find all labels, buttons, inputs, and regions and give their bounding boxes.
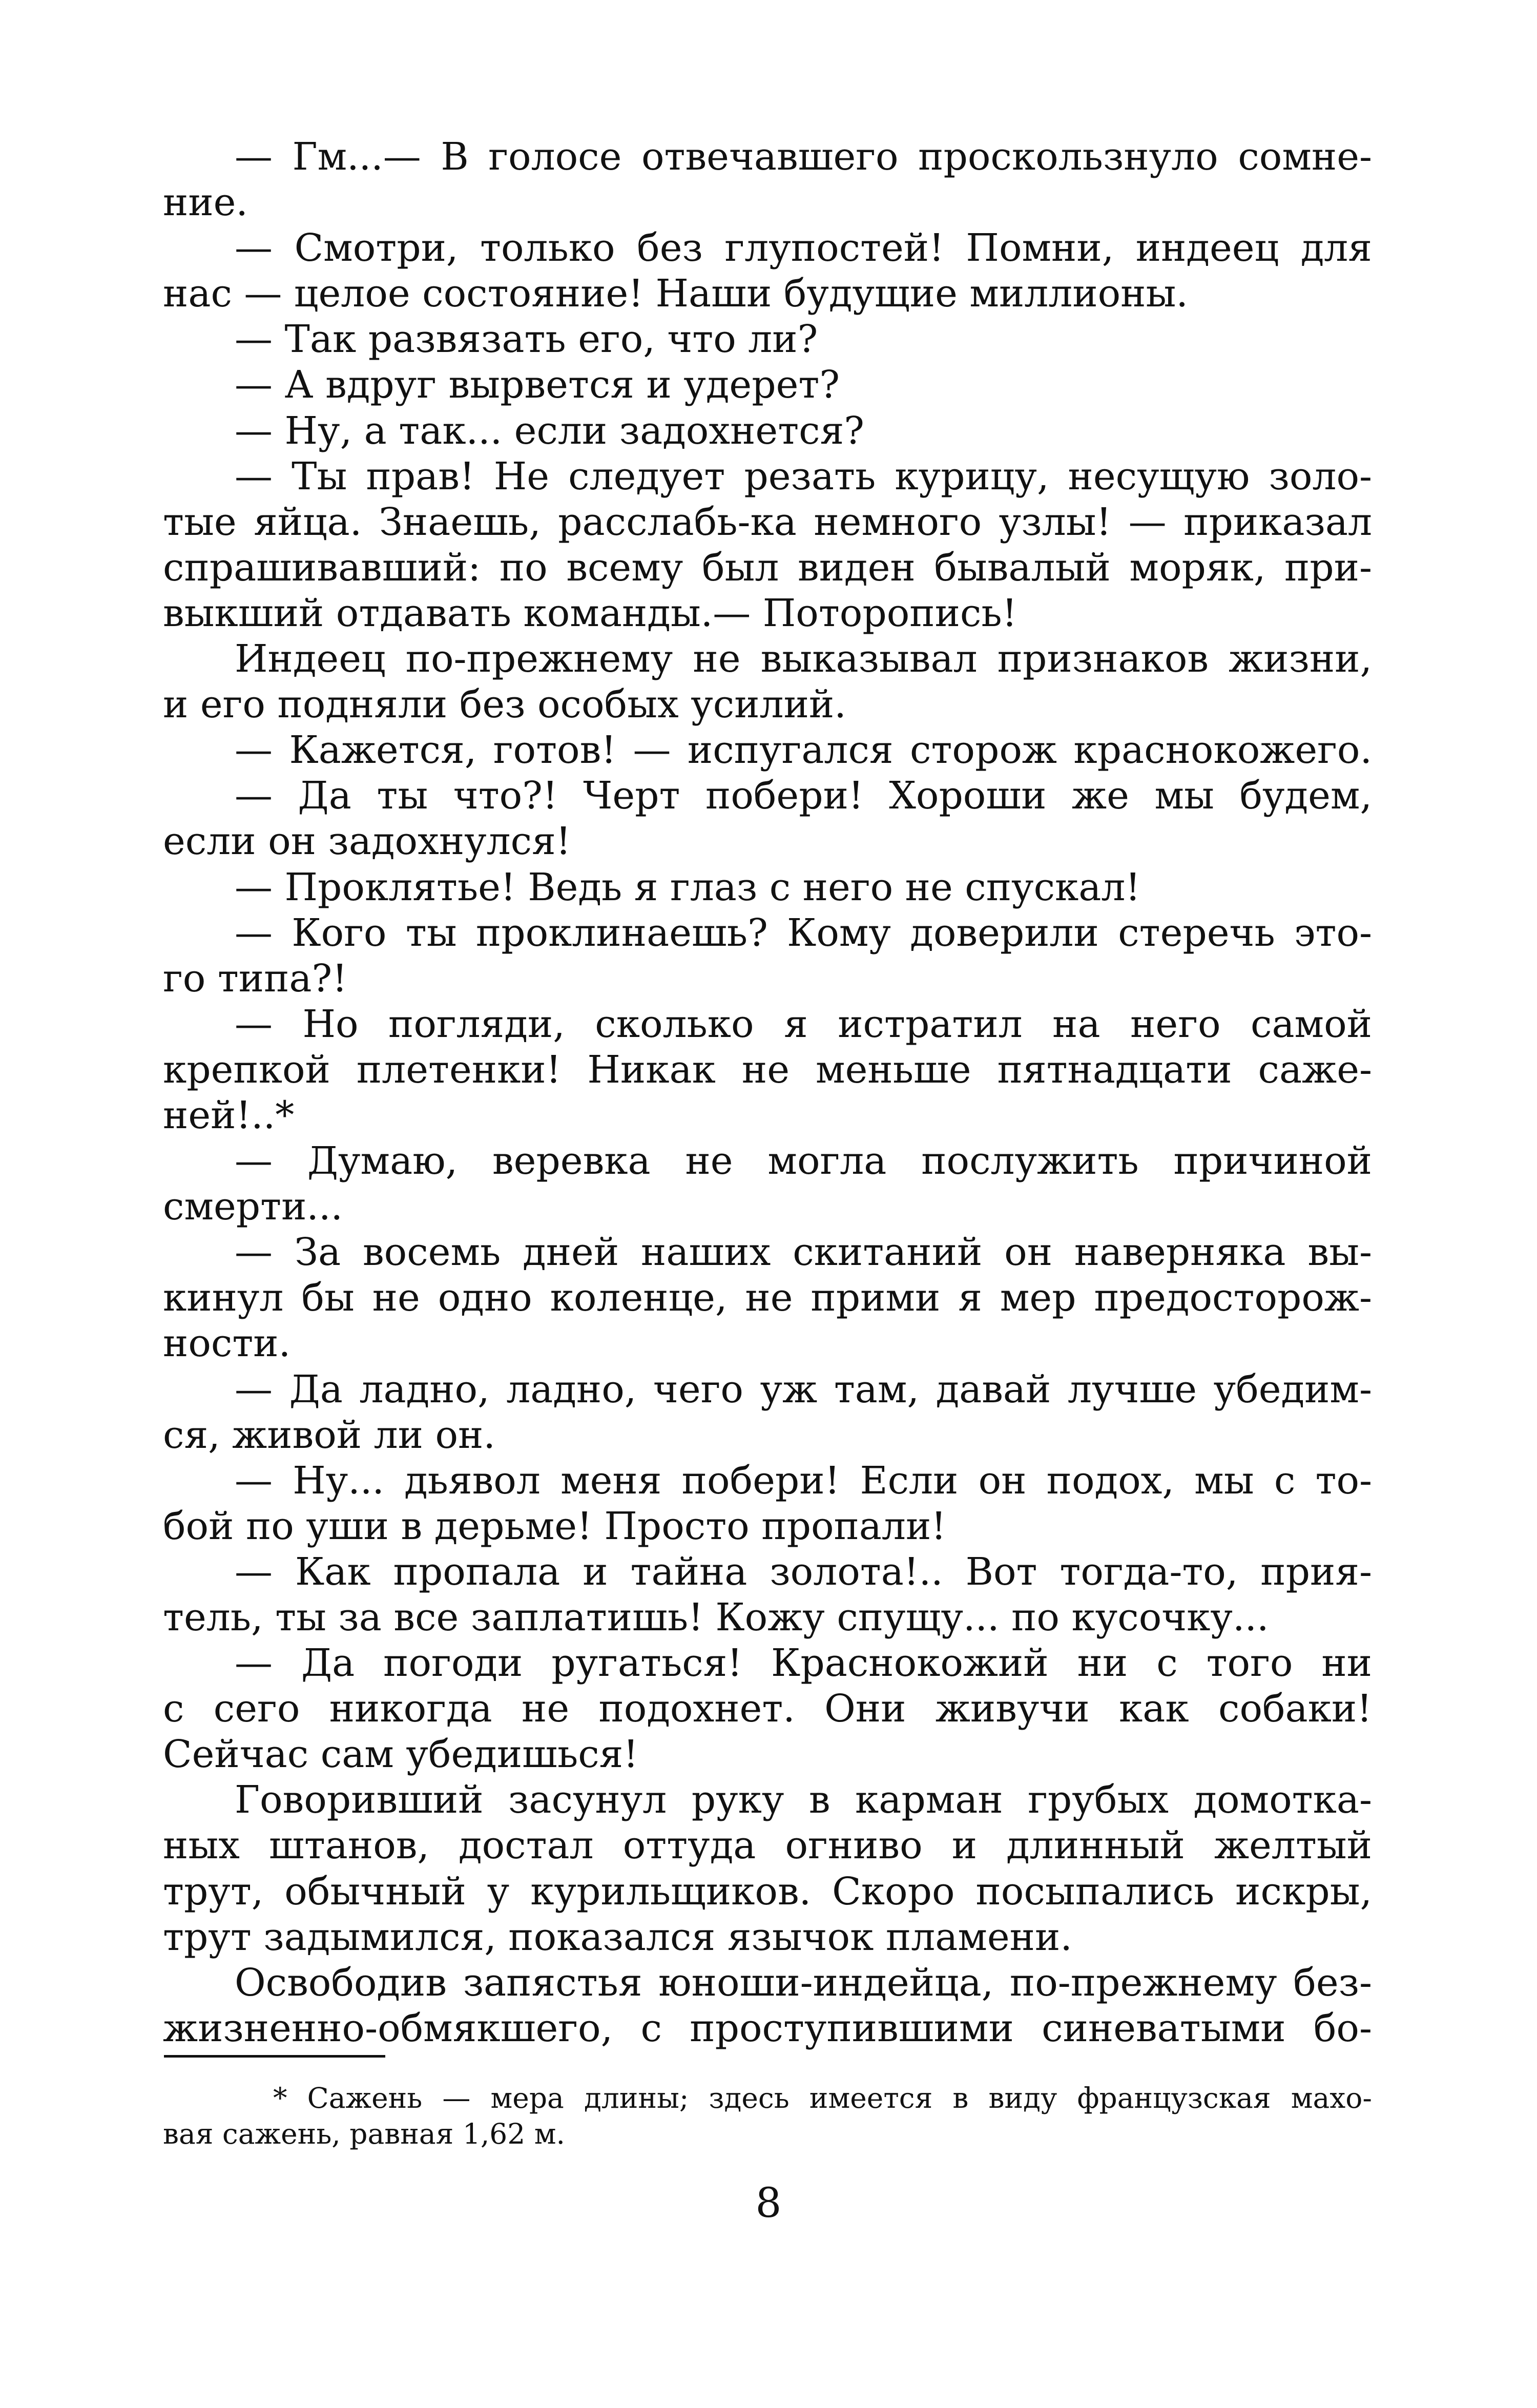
text-line: кинул бы не одно коленце, не прими я мер предосторож- (163, 1276, 1372, 1320)
text-line: с сего никогда не подохнет. Они живучи как собаки! (163, 1687, 1372, 1731)
text-line: — Гм...— В голосе отвечавшего проскользнуло сомне- (235, 135, 1372, 179)
text-line: — Ну... дьявол меня побери! Если он подох, мы с то- (235, 1458, 1372, 1503)
text-line: трут задымился, показался язычок пламени. (163, 1915, 1072, 1959)
text-line: Освободив запястья юноши-индейца, по-прежнему без- (235, 1960, 1372, 2005)
text-line: — Думаю, веревка не могла послужить причиной (235, 1139, 1372, 1184)
text-line: — Да ты что?! Черт побери! Хороши же мы будем, (235, 774, 1372, 818)
text-line: нас — целое состояние! Наши будущие миллионы. (163, 272, 1188, 316)
text-line: ных штанов, достал оттуда огниво и длинный желтый (163, 1823, 1372, 1868)
text-line: — Проклятье! Ведь я глаз с него не спускал! (235, 865, 1141, 909)
text-line: спрашивавший: по всему был виден бывалый моряк, при- (163, 545, 1372, 590)
text-line: — Кого ты проклинаешь? Кому доверили стеречь это- (235, 910, 1372, 955)
text-line: — Так развязать его, что ли? (235, 317, 818, 362)
text-line: ние. (163, 180, 248, 225)
text-line: — Ты прав! Не следует резать курицу, несущую золо- (235, 454, 1372, 499)
text-line: тель, ты за все заплатишь! Кожу спущу... по кусочку... (163, 1595, 1269, 1639)
text-line: тые яйца. Знаешь, расслабь-ка немного узлы! — приказал (163, 500, 1372, 544)
text-line: — А вдруг вырвется и удерет? (235, 363, 840, 407)
text-line: выкший отдавать команды.— Поторопись! (163, 591, 1017, 635)
text-line: ся, живой ли он. (163, 1413, 495, 1457)
footnote-line: вая сажень, равная 1,62 м. (163, 2118, 566, 2150)
footnote-separator (164, 2055, 385, 2058)
page-number: 8 (755, 2179, 782, 2227)
text-line: Индеец по-прежнему не выказывал признаков жизни, (235, 637, 1372, 681)
footnote-line: * Сажень — мера длины; здесь имеется в виду французская махо- (273, 2082, 1372, 2114)
text-line: жизненно-обмякшего, с проступившими синеватыми бо- (163, 2006, 1372, 2050)
text-line: если он задохнулся! (163, 819, 571, 864)
text-line: крепкой плетенки! Никак не меньше пятнадцати саже- (163, 1047, 1372, 1092)
text-line: и его подняли без особых усилий. (163, 682, 846, 727)
text-line: Говоривший засунул руку в карман грубых домотка- (235, 1778, 1372, 1822)
text-line: го типа?! (163, 956, 347, 1001)
text-line: — Да погоди ругаться! Краснокожий ни с того ни (235, 1641, 1372, 1686)
text-line: — Как пропала и тайна золота!.. Вот тогда-то, прия- (235, 1549, 1372, 1594)
text-line: смерти... (163, 1185, 343, 1229)
text-line: — Да ладно, ладно, чего уж там, давай лучше убедим- (235, 1367, 1372, 1411)
text-line: — Кажется, готов! — испугался сторож краснокожего. (235, 728, 1372, 773)
text-line: Сейчас сам убедишься! (163, 1732, 639, 1777)
text-line: ней!..* (163, 1093, 295, 1137)
main-text (163, 134, 1372, 2051)
text-line: — Но погляди, сколько я истратил на него самой (235, 1002, 1372, 1046)
text-line: — Смотри, только без глупостей! Помни, индеец для (235, 226, 1372, 271)
text-line: бой по уши в дерьме! Просто пропали! (163, 1504, 946, 1548)
text-line: — Ну, а так... если задохнется? (235, 408, 864, 453)
text-line: трут, обычный у курильщиков. Скоро посыпались искры, (163, 1869, 1372, 1914)
footnote (163, 2080, 1372, 2152)
text-line: ности. (163, 1321, 291, 1366)
text-line: — За восемь дней наших скитаний он наверняка вы- (235, 1230, 1372, 1275)
